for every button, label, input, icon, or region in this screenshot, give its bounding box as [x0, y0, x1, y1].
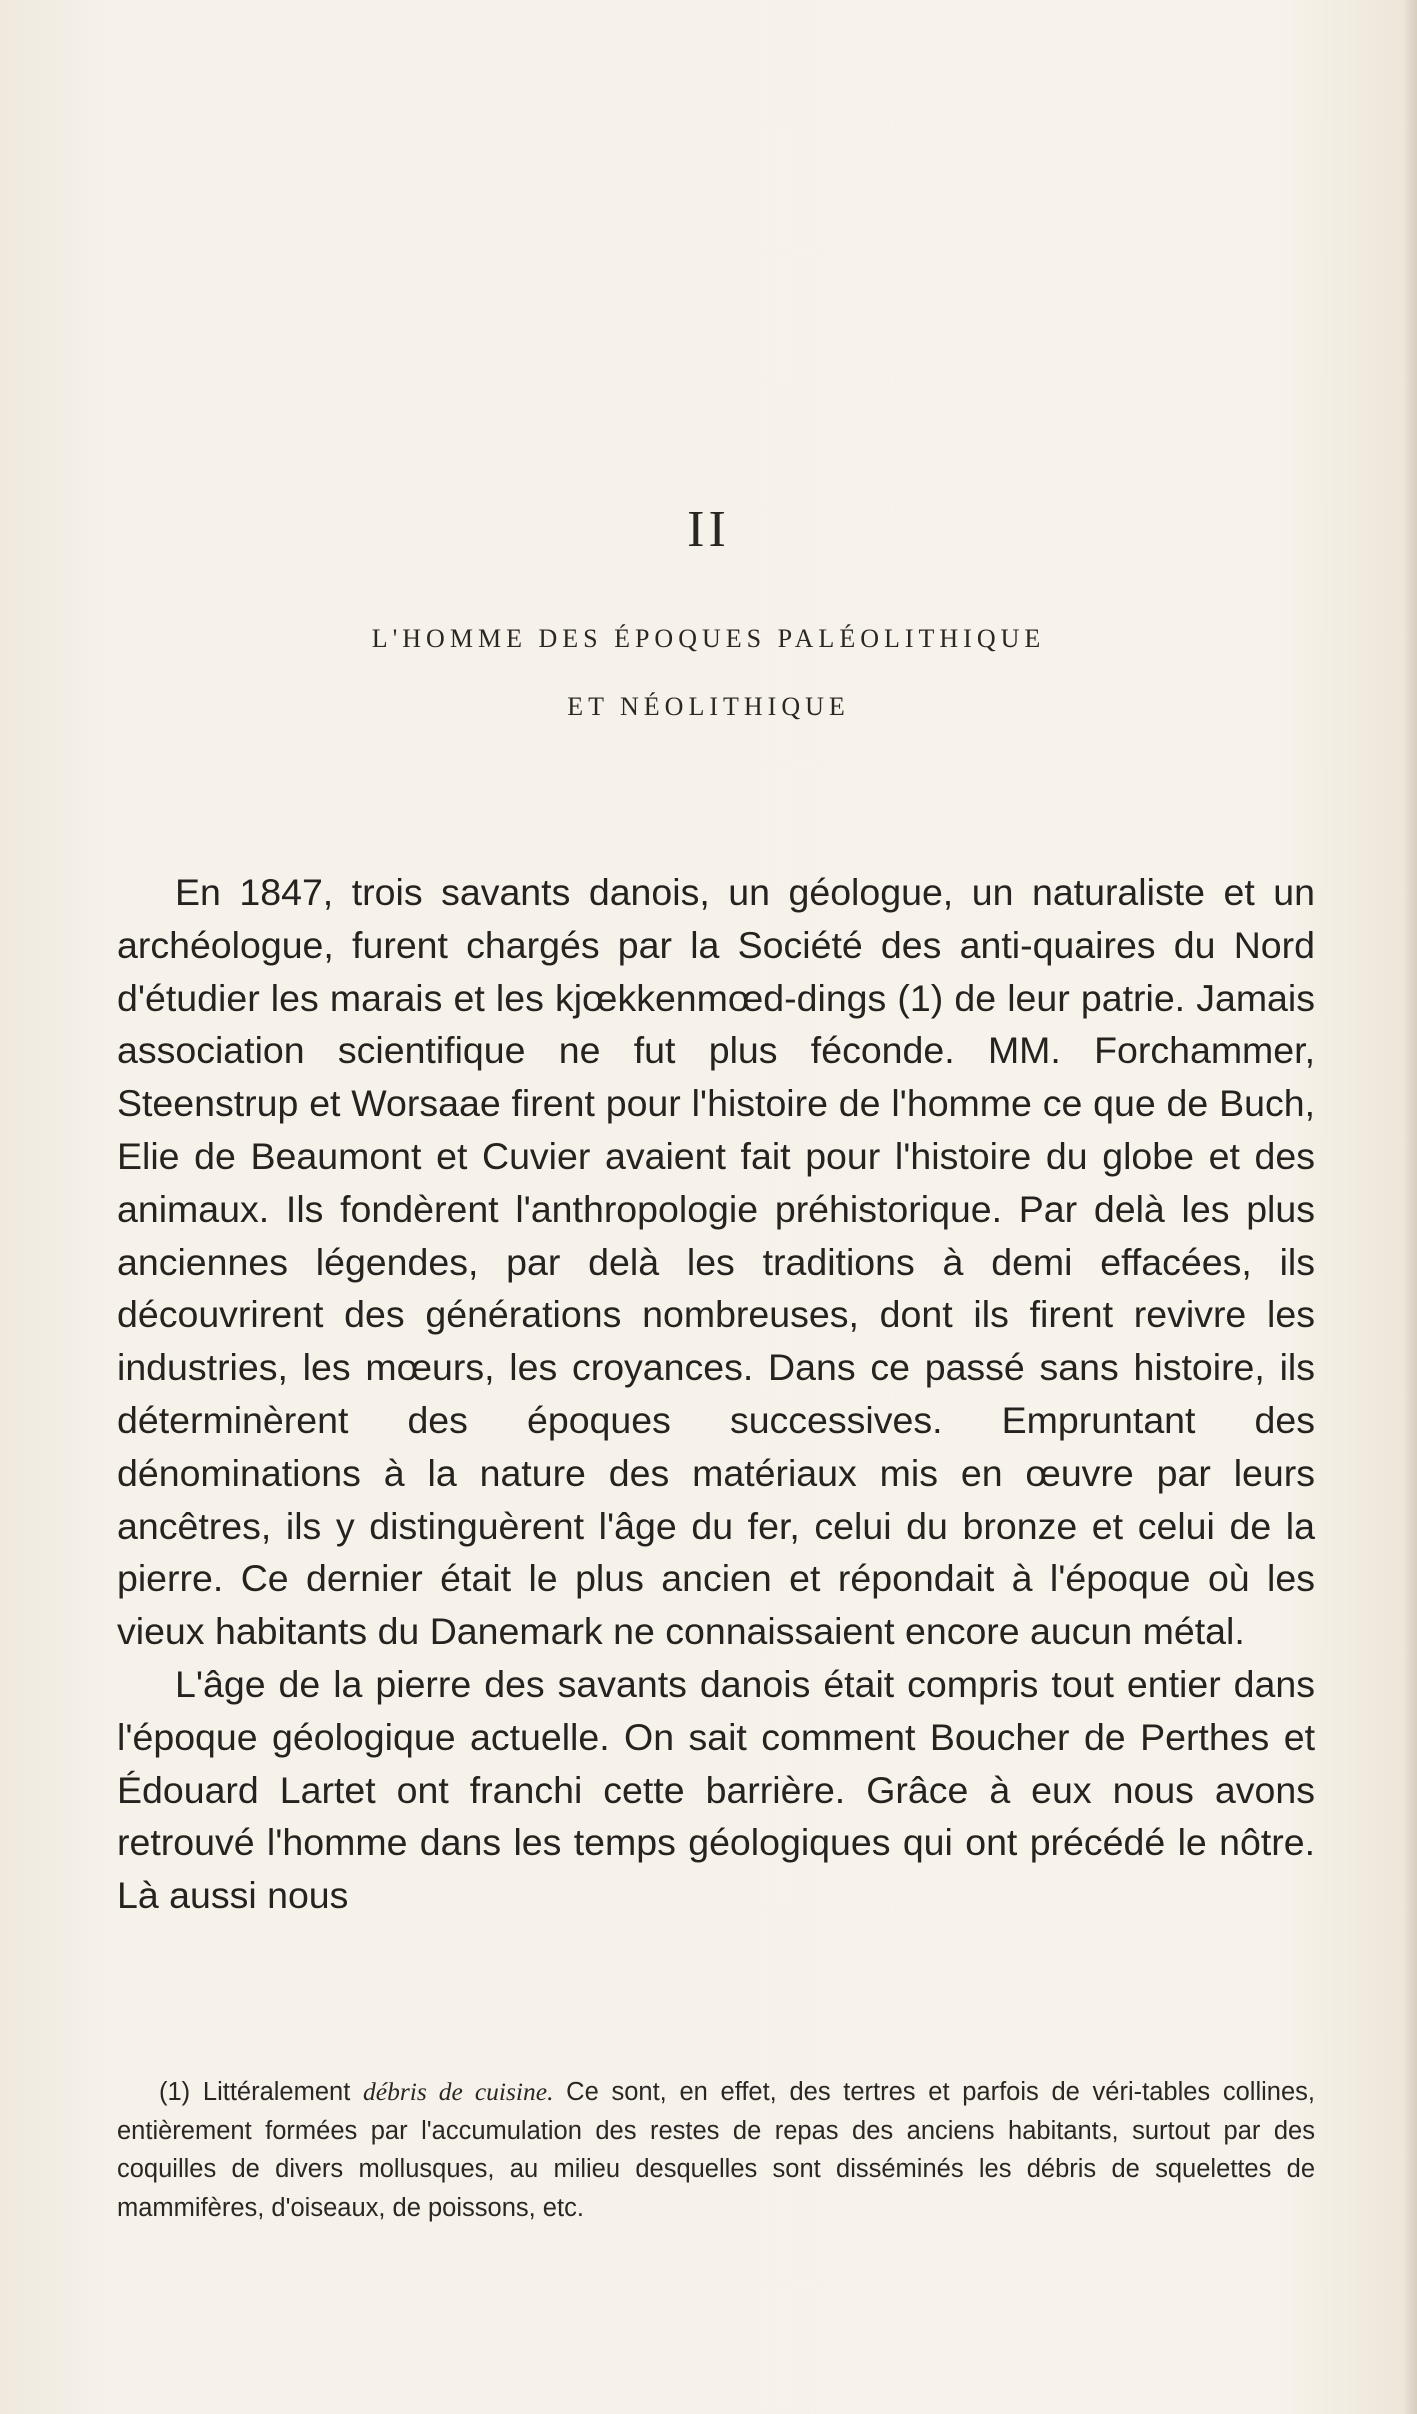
- footnote-1: [117, 2073, 1315, 2227]
- footnote-marker: (1): [159, 2078, 191, 2106]
- footnote-text: Ce sont, en effet, des tertres et parfois de véri-tables collines, entièrement formées par l'accumulation des restes de repas des anciens habitants, surtout par des coquilles de divers mollusques, au milieu desquelles sont disséminés les débris de squelettes de mammifères, d'oiseaux, de poissons, etc.: [117, 2078, 1316, 2222]
- body-text: [117, 866, 1315, 1922]
- footnotes: [117, 2073, 1315, 2227]
- page-edge-shadow: [1403, 0, 1417, 2414]
- chapter-number: II: [687, 501, 730, 558]
- chapter-title-line-2: ET NÉOLITHIQUE: [567, 692, 850, 721]
- paragraph-1: En 1847, trois savants danois, un géologue, un naturaliste et un archéologue, furent chargés par la Société des anti-quaires du Nord d'étudier les marais et les kjœkkenmœd-dings (1) de leur patrie. Jamais association scientifique ne fut plus féconde. MM. Forchammer, Steenstrup et Worsaae firent pour l'histoire de l'homme ce que de Buch, Elie de Beaumont et Cuvier avaient fait pour l'histoire du globe et des animaux. Ils fondèrent l'anthropologie préhistorique. Par delà les plus anciennes légendes, par delà les traditions à demi effacées, ils découvrirent des générations nombreuses, dont ils firent revivre les industries, les mœurs, les croyances. Dans ce passé sans histoire, ils déterminèrent des époques successives. Empruntant des dénominations à la nature des matériaux mis en œuvre par leurs ancêtres, ils y distinguèrent l'âge du fer, celui du bronze et celui de la pierre. Ce dernier était le plus ancien et répondait à l'époque où les vieux habitants du Danemark ne connaissaient encore aucun métal.: [117, 871, 1315, 1653]
- chapter-title-line-1: L'HOMME DES ÉPOQUES PALÉOLITHIQUE: [371, 624, 1046, 653]
- footnote-italic-term: débris de cuisine.: [363, 2077, 554, 2106]
- paragraph-2: L'âge de la pierre des savants danois était compris tout entier dans l'époque géologique actuelle. On sait comment Boucher de Perthes et Édouard Lartet ont franchi cette barrière. Grâce à eux nous avons retrouvé l'homme dans les temps géologiques qui ont précédé le nôtre. Là aussi nous: [117, 1662, 1315, 1917]
- footnote-lead: Littéralement: [202, 2078, 351, 2106]
